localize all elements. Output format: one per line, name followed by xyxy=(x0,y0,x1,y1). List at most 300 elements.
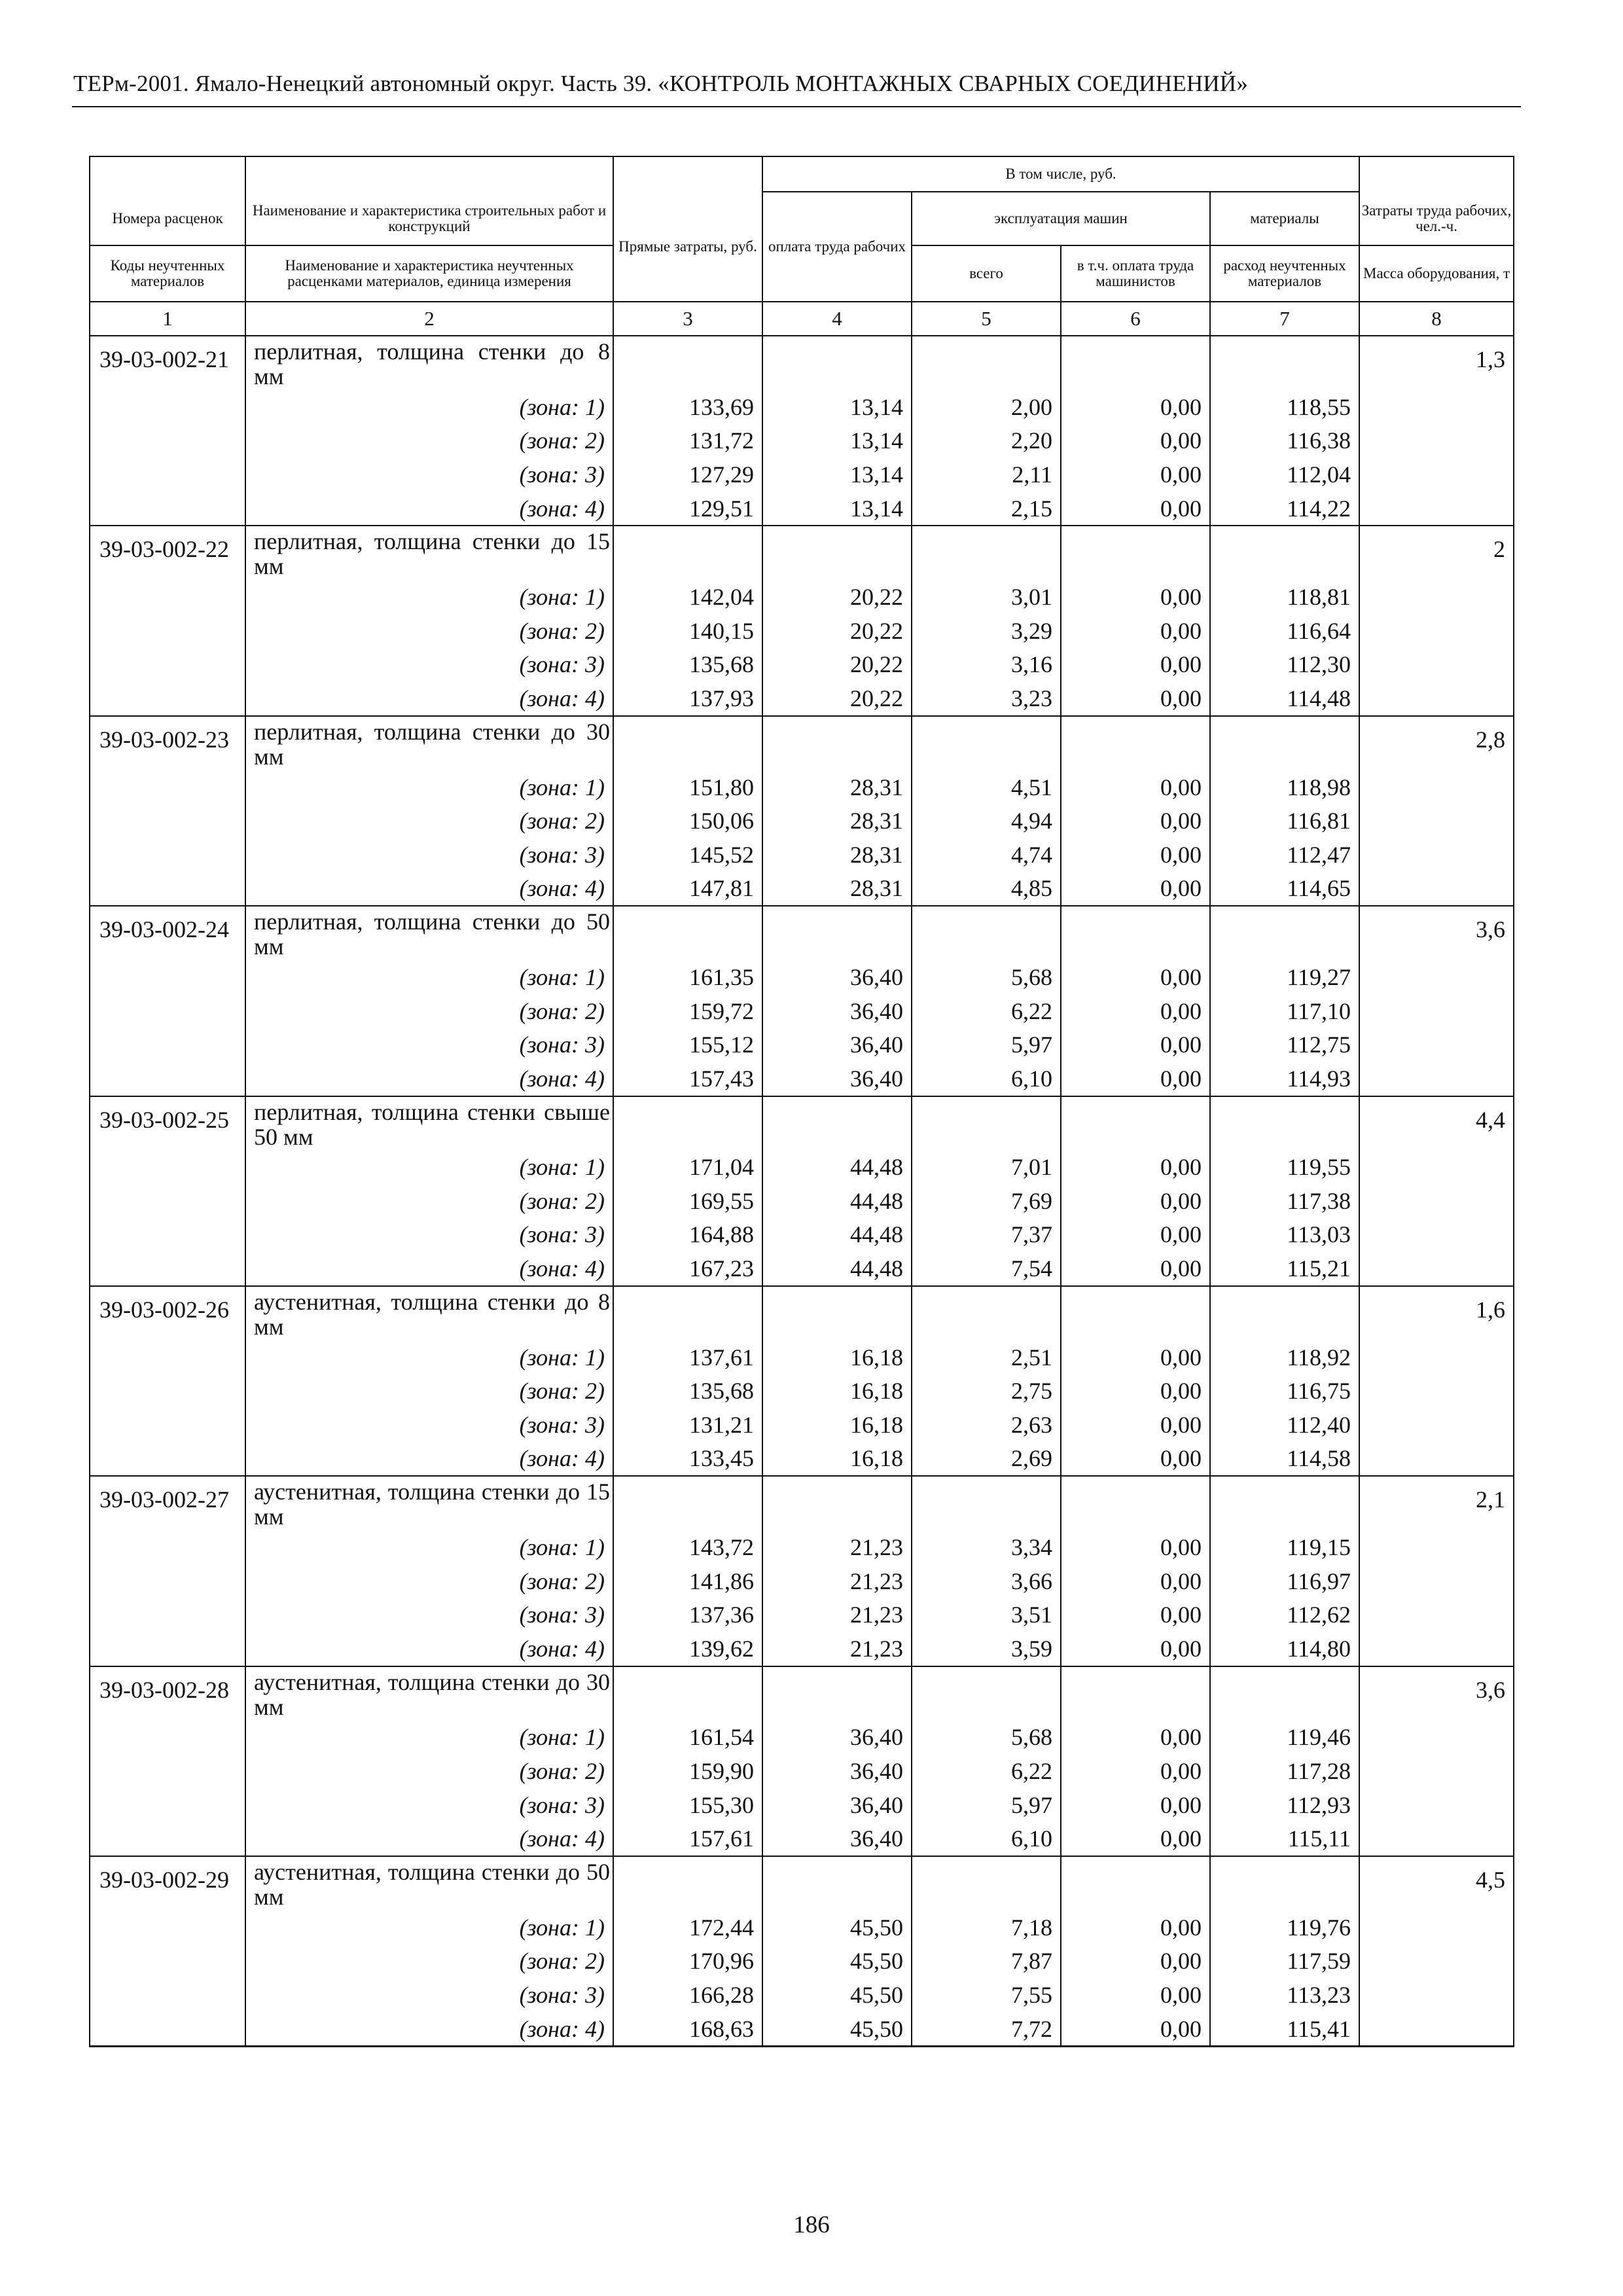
wages-value: 21,23 xyxy=(762,1598,912,1632)
zone-row xyxy=(90,1530,1514,1564)
machines-value: 3,16 xyxy=(912,648,1061,682)
materials-value: 116,97 xyxy=(1210,1564,1359,1598)
zone-label: (зона: 4) xyxy=(245,872,613,906)
zone-label: (зона: 2) xyxy=(245,424,613,458)
empty-cell xyxy=(762,1476,912,1530)
zone-row xyxy=(90,1408,1514,1442)
wages-value: 13,14 xyxy=(762,424,912,458)
machines-value: 7,55 xyxy=(912,1978,1061,2012)
operators-value: 0,00 xyxy=(1061,838,1210,872)
rate-header-row xyxy=(90,1286,1514,1340)
rate-description xyxy=(245,336,613,390)
materials-value: 114,58 xyxy=(1210,1442,1359,1477)
empty-cell xyxy=(613,1096,762,1151)
empty-cell xyxy=(1210,1286,1359,1340)
empty-cell xyxy=(1359,457,1514,492)
machines-value: 2,00 xyxy=(912,390,1061,424)
direct-value: 172,44 xyxy=(613,1910,762,1945)
direct-value: 145,52 xyxy=(613,838,762,872)
empty-cell xyxy=(90,457,245,492)
zone-row xyxy=(90,2012,1514,2047)
empty-cell xyxy=(90,648,245,682)
direct-value: 140,15 xyxy=(613,614,762,648)
header-blank xyxy=(1359,156,1514,192)
empty-cell xyxy=(90,614,245,648)
machines-value: 6,22 xyxy=(912,1754,1061,1788)
zone-label: (зона: 1) xyxy=(245,1151,613,1185)
operators-value: 0,00 xyxy=(1061,424,1210,458)
zone-row xyxy=(90,1151,1514,1185)
direct-value: 164,88 xyxy=(613,1218,762,1252)
empty-cell xyxy=(1359,770,1514,804)
wages-value: 36,40 xyxy=(762,994,912,1028)
rate-header-row xyxy=(90,1476,1514,1530)
materials-value: 112,62 xyxy=(1210,1598,1359,1632)
header-blank xyxy=(90,156,245,192)
rate-description xyxy=(245,1666,613,1721)
zone-label: (зона: 1) xyxy=(245,1530,613,1564)
operators-value: 0,00 xyxy=(1061,1821,1210,1856)
zone-label: (зона: 4) xyxy=(245,681,613,716)
direct-value: 131,72 xyxy=(613,424,762,458)
operators-value: 0,00 xyxy=(1061,1788,1210,1822)
column-number: 6 xyxy=(1061,302,1210,336)
materials-value: 112,04 xyxy=(1210,457,1359,492)
machines-value: 5,68 xyxy=(912,1721,1061,1755)
operators-value: 0,00 xyxy=(1061,872,1210,906)
materials-value: 117,38 xyxy=(1210,1184,1359,1218)
rate-code: 39-03-002-28 xyxy=(90,1666,245,1721)
empty-cell xyxy=(1359,1788,1514,1822)
direct-value: 135,68 xyxy=(613,648,762,682)
wages-value: 13,14 xyxy=(762,390,912,424)
direct-value: 127,29 xyxy=(613,457,762,492)
header-materials-consumption: расход неучтенных материалов xyxy=(1210,245,1359,302)
wages-value: 45,50 xyxy=(762,1945,912,1979)
zone-label: (зона: 1) xyxy=(245,580,613,614)
rate-code: 39-03-002-26 xyxy=(90,1286,245,1340)
empty-cell xyxy=(90,1408,245,1442)
empty-cell xyxy=(1061,906,1210,960)
direct-value: 155,30 xyxy=(613,1788,762,1822)
wages-value: 44,48 xyxy=(762,1251,912,1286)
wages-value: 36,40 xyxy=(762,1028,912,1062)
zone-row xyxy=(90,614,1514,648)
direct-value: 167,23 xyxy=(613,1251,762,1286)
rate-header-row xyxy=(90,1856,1514,1910)
zone-row xyxy=(90,872,1514,906)
materials-value: 114,48 xyxy=(1210,681,1359,716)
wages-value: 16,18 xyxy=(762,1442,912,1477)
header-material-codes: Коды неучтенных материалов xyxy=(90,245,245,302)
zone-row xyxy=(90,770,1514,804)
zone-row xyxy=(90,1251,1514,1286)
empty-cell xyxy=(1359,1408,1514,1442)
empty-cell xyxy=(1359,960,1514,994)
empty-cell xyxy=(1210,1096,1359,1151)
wages-value: 36,40 xyxy=(762,1754,912,1788)
zone-label: (зона: 3) xyxy=(245,648,613,682)
machines-value: 6,22 xyxy=(912,994,1061,1028)
operators-value: 0,00 xyxy=(1061,2012,1210,2047)
empty-cell xyxy=(912,526,1061,580)
zone-row xyxy=(90,1632,1514,1666)
operators-value: 0,00 xyxy=(1061,994,1210,1028)
wages-value: 36,40 xyxy=(762,1062,912,1096)
empty-cell xyxy=(1359,1598,1514,1632)
empty-cell xyxy=(90,994,245,1028)
empty-cell xyxy=(1359,492,1514,526)
wages-value: 36,40 xyxy=(762,1821,912,1856)
zone-row xyxy=(90,681,1514,716)
empty-cell xyxy=(90,804,245,838)
zone-label: (зона: 3) xyxy=(245,1028,613,1062)
column-number: 5 xyxy=(912,302,1061,336)
rate-header-row xyxy=(90,906,1514,960)
rate-code: 39-03-002-27 xyxy=(90,1476,245,1530)
column-number: 3 xyxy=(613,302,762,336)
rate-description xyxy=(245,526,613,580)
operators-value: 0,00 xyxy=(1061,1218,1210,1252)
machines-value: 3,34 xyxy=(912,1530,1061,1564)
zone-row xyxy=(90,1721,1514,1755)
wages-value: 36,40 xyxy=(762,960,912,994)
empty-cell xyxy=(90,960,245,994)
operators-value: 0,00 xyxy=(1061,1374,1210,1408)
operators-value: 0,00 xyxy=(1061,1945,1210,1979)
zone-row xyxy=(90,960,1514,994)
rate-description-text: перлитная, толщина стенки до 30 мм xyxy=(254,718,610,770)
direct-value: 131,21 xyxy=(613,1408,762,1442)
rate-header-row xyxy=(90,526,1514,580)
materials-value: 114,93 xyxy=(1210,1062,1359,1096)
empty-cell xyxy=(1210,336,1359,390)
machines-value: 3,51 xyxy=(912,1598,1061,1632)
direct-value: 166,28 xyxy=(613,1978,762,2012)
labor-cost: 1,6 xyxy=(1359,1286,1514,1340)
materials-value: 112,47 xyxy=(1210,838,1359,872)
empty-cell xyxy=(1359,1564,1514,1598)
machines-value: 3,66 xyxy=(912,1564,1061,1598)
zone-row xyxy=(90,1340,1514,1374)
empty-cell xyxy=(1359,1184,1514,1218)
empty-cell xyxy=(762,336,912,390)
page-number: 186 xyxy=(793,2212,830,2238)
labor-cost: 2,8 xyxy=(1359,716,1514,770)
header-equipment-mass: Масса оборудования, т xyxy=(1359,245,1514,302)
rate-description-text: аустенитная, толщина стенки до 15 мм xyxy=(254,1479,610,1530)
direct-value: 139,62 xyxy=(613,1632,762,1666)
operators-value: 0,00 xyxy=(1061,1754,1210,1788)
wages-value: 20,22 xyxy=(762,614,912,648)
wages-value: 45,50 xyxy=(762,2012,912,2047)
wages-value: 13,14 xyxy=(762,492,912,526)
empty-cell xyxy=(613,906,762,960)
wages-value: 16,18 xyxy=(762,1408,912,1442)
operators-value: 0,00 xyxy=(1061,1251,1210,1286)
machines-value: 3,29 xyxy=(912,614,1061,648)
empty-cell xyxy=(762,1666,912,1721)
machines-value: 5,97 xyxy=(912,1788,1061,1822)
empty-cell xyxy=(613,1476,762,1530)
materials-value: 119,46 xyxy=(1210,1721,1359,1755)
materials-value: 117,59 xyxy=(1210,1945,1359,1979)
labor-cost: 1,3 xyxy=(1359,336,1514,390)
direct-value: 135,68 xyxy=(613,1374,762,1408)
operators-value: 0,00 xyxy=(1061,1442,1210,1477)
empty-cell xyxy=(1359,2012,1514,2047)
operators-value: 0,00 xyxy=(1061,614,1210,648)
operators-value: 0,00 xyxy=(1061,1598,1210,1632)
materials-value: 115,41 xyxy=(1210,2012,1359,2047)
direct-value: 151,80 xyxy=(613,770,762,804)
labor-cost: 3,6 xyxy=(1359,1666,1514,1721)
zone-label: (зона: 4) xyxy=(245,2012,613,2047)
rate-header-row xyxy=(90,1096,1514,1151)
wages-value: 13,14 xyxy=(762,457,912,492)
empty-cell xyxy=(613,526,762,580)
wages-value: 36,40 xyxy=(762,1721,912,1755)
zone-label: (зона: 1) xyxy=(245,1721,613,1755)
direct-value: 161,35 xyxy=(613,960,762,994)
zone-row xyxy=(90,1754,1514,1788)
zone-label: (зона: 3) xyxy=(245,1218,613,1252)
empty-cell xyxy=(1359,1028,1514,1062)
empty-cell xyxy=(1359,1821,1514,1856)
empty-cell xyxy=(90,1184,245,1218)
wages-value: 20,22 xyxy=(762,648,912,682)
empty-cell xyxy=(90,1251,245,1286)
empty-cell xyxy=(613,1856,762,1910)
materials-value: 117,10 xyxy=(1210,994,1359,1028)
header-operators-wages: в т.ч. оплата труда машинистов xyxy=(1061,245,1210,302)
zone-row xyxy=(90,1218,1514,1252)
empty-cell xyxy=(1359,1340,1514,1374)
materials-value: 119,15 xyxy=(1210,1530,1359,1564)
materials-value: 118,98 xyxy=(1210,770,1359,804)
header-blank xyxy=(613,156,762,192)
zone-row xyxy=(90,492,1514,526)
zone-label: (зона: 2) xyxy=(245,1374,613,1408)
labor-cost: 4,5 xyxy=(1359,1856,1514,1910)
labor-cost: 2 xyxy=(1359,526,1514,580)
materials-value: 115,21 xyxy=(1210,1251,1359,1286)
zone-label: (зона: 4) xyxy=(245,1062,613,1096)
empty-cell xyxy=(912,1666,1061,1721)
empty-cell xyxy=(90,1564,245,1598)
rate-description xyxy=(245,1286,613,1340)
wages-value: 21,23 xyxy=(762,1564,912,1598)
machines-value: 6,10 xyxy=(912,1821,1061,1856)
wages-value: 21,23 xyxy=(762,1632,912,1666)
empty-cell xyxy=(1061,1096,1210,1151)
empty-cell xyxy=(1359,1151,1514,1185)
header-wages: оплата труда рабочих xyxy=(762,192,912,302)
empty-cell xyxy=(1359,838,1514,872)
zone-row xyxy=(90,804,1514,838)
operators-value: 0,00 xyxy=(1061,1408,1210,1442)
zone-row xyxy=(90,1564,1514,1598)
machines-value: 2,11 xyxy=(912,457,1061,492)
operators-value: 0,00 xyxy=(1061,960,1210,994)
empty-cell xyxy=(90,1788,245,1822)
empty-cell xyxy=(1210,1666,1359,1721)
zone-label: (зона: 1) xyxy=(245,1910,613,1945)
rate-description xyxy=(245,1096,613,1151)
direct-value: 142,04 xyxy=(613,580,762,614)
direct-value: 137,93 xyxy=(613,681,762,716)
zone-label: (зона: 1) xyxy=(245,960,613,994)
empty-cell xyxy=(912,716,1061,770)
zone-row xyxy=(90,1598,1514,1632)
materials-value: 112,30 xyxy=(1210,648,1359,682)
materials-value: 117,28 xyxy=(1210,1754,1359,1788)
empty-cell xyxy=(90,1978,245,2012)
zone-label: (зона: 4) xyxy=(245,1251,613,1286)
operators-value: 0,00 xyxy=(1061,390,1210,424)
empty-cell xyxy=(90,1340,245,1374)
empty-cell xyxy=(912,1286,1061,1340)
empty-cell xyxy=(1359,804,1514,838)
operators-value: 0,00 xyxy=(1061,804,1210,838)
rate-description-text: перлитная, толщина стенки до 8 мм xyxy=(254,338,610,389)
zone-label: (зона: 1) xyxy=(245,390,613,424)
wages-value: 28,31 xyxy=(762,838,912,872)
zone-label: (зона: 4) xyxy=(245,492,613,526)
machines-value: 5,68 xyxy=(912,960,1061,994)
zone-row xyxy=(90,580,1514,614)
zone-row xyxy=(90,648,1514,682)
empty-cell xyxy=(1061,1286,1210,1340)
direct-value: 137,36 xyxy=(613,1598,762,1632)
direct-value: 171,04 xyxy=(613,1151,762,1185)
materials-value: 114,65 xyxy=(1210,872,1359,906)
header-material-name: Наименование и характеристика неучтенных расценками материалов, единица измерения xyxy=(245,245,613,302)
zone-label: (зона: 2) xyxy=(245,994,613,1028)
zone-label: (зона: 1) xyxy=(245,1340,613,1374)
column-number: 1 xyxy=(90,302,245,336)
empty-cell xyxy=(1061,336,1210,390)
empty-cell xyxy=(90,1821,245,1856)
zone-label: (зона: 2) xyxy=(245,614,613,648)
empty-cell xyxy=(90,1598,245,1632)
labor-cost: 3,6 xyxy=(1359,906,1514,960)
empty-cell xyxy=(762,906,912,960)
empty-cell xyxy=(90,1374,245,1408)
empty-cell xyxy=(1359,580,1514,614)
empty-cell xyxy=(90,1151,245,1185)
direct-value: 129,51 xyxy=(613,492,762,526)
zone-label: (зона: 3) xyxy=(245,1788,613,1822)
empty-cell xyxy=(1061,1856,1210,1910)
empty-cell xyxy=(90,1945,245,1979)
operators-value: 0,00 xyxy=(1061,1910,1210,1945)
column-number: 2 xyxy=(245,302,613,336)
machines-value: 2,69 xyxy=(912,1442,1061,1477)
materials-value: 118,92 xyxy=(1210,1340,1359,1374)
operators-value: 0,00 xyxy=(1061,1151,1210,1185)
machines-value: 7,18 xyxy=(912,1910,1061,1945)
empty-cell xyxy=(1359,1374,1514,1408)
wages-value: 16,18 xyxy=(762,1340,912,1374)
rate-description xyxy=(245,1856,613,1910)
materials-value: 116,64 xyxy=(1210,614,1359,648)
wages-value: 44,48 xyxy=(762,1151,912,1185)
machines-value: 3,01 xyxy=(912,580,1061,614)
direct-value: 150,06 xyxy=(613,804,762,838)
materials-value: 116,38 xyxy=(1210,424,1359,458)
wages-value: 20,22 xyxy=(762,580,912,614)
empty-cell xyxy=(1359,1530,1514,1564)
wages-value: 28,31 xyxy=(762,804,912,838)
machines-value: 7,72 xyxy=(912,2012,1061,2047)
rate-header-row xyxy=(90,716,1514,770)
empty-cell xyxy=(1210,906,1359,960)
operators-value: 0,00 xyxy=(1061,1340,1210,1374)
wages-value: 45,50 xyxy=(762,1910,912,1945)
empty-cell xyxy=(1359,1442,1514,1477)
empty-cell xyxy=(90,492,245,526)
empty-cell xyxy=(613,336,762,390)
labor-cost: 2,1 xyxy=(1359,1476,1514,1530)
direct-value: 169,55 xyxy=(613,1184,762,1218)
materials-value: 114,80 xyxy=(1210,1632,1359,1666)
materials-value: 116,75 xyxy=(1210,1374,1359,1408)
empty-cell xyxy=(762,1856,912,1910)
empty-cell xyxy=(1359,614,1514,648)
rate-description-text: аустенитная, толщина стенки до 30 мм xyxy=(254,1668,610,1720)
machines-value: 7,87 xyxy=(912,1945,1061,1979)
direct-value: 168,63 xyxy=(613,2012,762,2047)
materials-value: 112,40 xyxy=(1210,1408,1359,1442)
zone-label: (зона: 2) xyxy=(245,804,613,838)
empty-cell xyxy=(1359,648,1514,682)
zone-row xyxy=(90,838,1514,872)
materials-value: 114,22 xyxy=(1210,492,1359,526)
empty-cell xyxy=(1359,872,1514,906)
empty-cell xyxy=(1359,994,1514,1028)
machines-value: 3,23 xyxy=(912,681,1061,716)
empty-cell xyxy=(912,906,1061,960)
empty-cell xyxy=(1359,424,1514,458)
empty-cell xyxy=(1359,1062,1514,1096)
wages-value: 16,18 xyxy=(762,1374,912,1408)
empty-cell xyxy=(90,838,245,872)
empty-cell xyxy=(90,390,245,424)
wages-value: 28,31 xyxy=(762,770,912,804)
empty-cell xyxy=(762,1096,912,1151)
empty-cell xyxy=(90,1442,245,1477)
rate-code: 39-03-002-23 xyxy=(90,716,245,770)
zone-label: (зона: 4) xyxy=(245,1442,613,1477)
header-machines: эксплуатация машин xyxy=(912,192,1210,245)
empty-cell xyxy=(1359,1910,1514,1945)
zone-label: (зона: 3) xyxy=(245,1598,613,1632)
materials-value: 112,93 xyxy=(1210,1788,1359,1822)
zone-row xyxy=(90,1788,1514,1822)
rate-description xyxy=(245,1476,613,1530)
empty-cell xyxy=(1061,526,1210,580)
zone-row xyxy=(90,1374,1514,1408)
machines-value: 2,15 xyxy=(912,492,1061,526)
rate-code: 39-03-002-21 xyxy=(90,336,245,390)
empty-cell xyxy=(1061,1666,1210,1721)
price-table xyxy=(89,156,1514,2047)
empty-cell xyxy=(90,1910,245,1945)
empty-cell xyxy=(90,1028,245,1062)
operators-value: 0,00 xyxy=(1061,681,1210,716)
materials-value: 112,75 xyxy=(1210,1028,1359,1062)
